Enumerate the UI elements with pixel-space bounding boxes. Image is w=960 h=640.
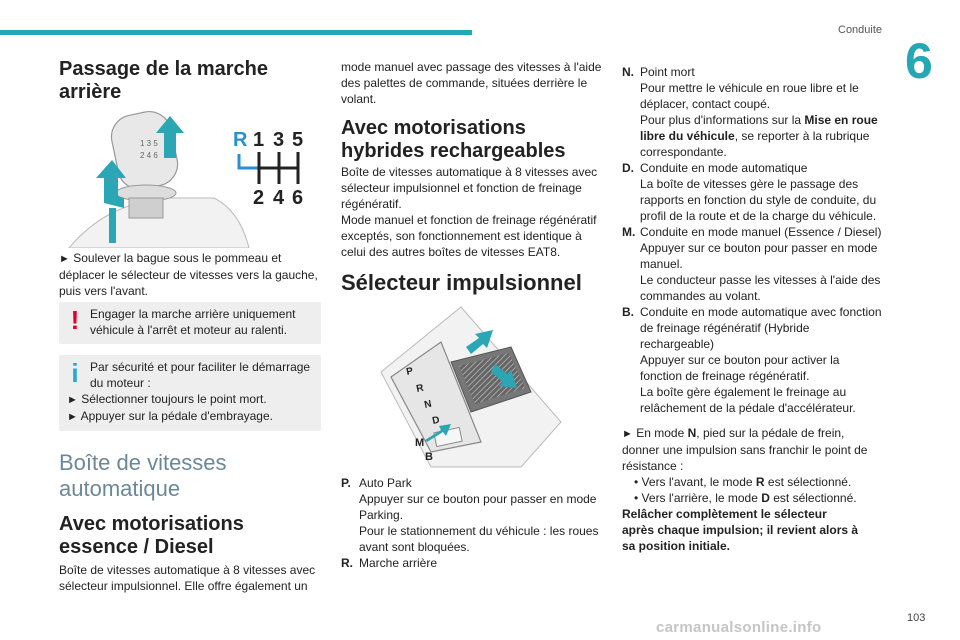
petrol-diesel-para: Boîte de vitesses automatique à 8 vitesses avec sélecteur impulsionnel. Elle offre également un xyxy=(59,563,316,593)
neutral-impulse-step: ► En mode N, pied sur la pédale de frein, donner une impulsion sans franchir le point de résistance : xyxy=(622,426,868,473)
def-D: D. Conduite en mode automatique La boîte de vitesses gère le passage des rapports en fonction du style de conduite, du profil de la route et de la charge du véhicule. xyxy=(622,161,877,223)
svg-text:M: M xyxy=(415,437,425,449)
def-M: M. Conduite en mode manuel (Essence / Diesel) Appuyer sur ce bouton pour passer en mode manuel. Le conducteur passe les vitesses à l'aide des commandes au volant. xyxy=(622,225,882,303)
info-step-1: ► Sélectionner toujours le point mort. xyxy=(67,392,267,406)
hybrid-para-1: Boîte de vitesses automatique à 8 vitesses avec sélecteur impulsionnel et fonction de freinage régénératif. xyxy=(341,165,598,211)
gear-1: 1 xyxy=(253,129,265,151)
arrow-right-icon: ► xyxy=(622,428,633,440)
chapter-number: 6 xyxy=(905,33,933,89)
gear-pattern-diagram xyxy=(231,126,311,206)
impulse-selector-illustration xyxy=(371,302,571,472)
exclamation-icon: ! xyxy=(70,305,80,335)
gear-R: R xyxy=(233,129,248,151)
manual-mode-para: mode manuel avec passage des vitesses à l'aide des palettes de commande, situées derrière le volant. xyxy=(341,60,602,106)
info-step-2: ► Appuyer sur la pédale d'embrayage. xyxy=(67,409,273,423)
arrow-right-icon: ► xyxy=(67,411,78,423)
arrow-right-icon: ► xyxy=(67,394,78,406)
gear-5: 5 xyxy=(292,129,304,151)
svg-text:R: R xyxy=(415,382,425,395)
def-P: P. Auto Park Appuyer sur ce bouton pour passer en mode Parking. Pour le stationnement du véhicule : les roues avant sont bloquées. xyxy=(341,476,599,554)
bullet-icon: • xyxy=(634,475,639,489)
selector-definitions-2 xyxy=(622,64,884,416)
watermark: carmanualsonline.info xyxy=(656,619,822,636)
warning-note: ! Engager la marche arrière uniquement véhicule à l'arrêt et moteur au ralenti. xyxy=(59,302,321,344)
header-accent-bar xyxy=(0,30,472,35)
info-icon: i xyxy=(71,358,79,388)
hybrid-subtitle: Avec motorisations hybrides rechargeables xyxy=(341,117,566,162)
hybrid-para-2: Mode manuel et fonction de freinage régénératif exceptés, son fonctionnement est identique à celui des autres boîtes de vitesses EAT8. xyxy=(341,213,597,259)
petrol-diesel-subtitle: Avec motorisations essence / Diesel xyxy=(59,513,244,558)
auto-gearbox-title: Boîte de vitesses automatique xyxy=(59,450,227,501)
gear-4: 4 xyxy=(273,187,285,206)
impulse-selector-title: Sélecteur impulsionnel xyxy=(341,270,582,295)
def-N: N. Point mort Pour mettre le véhicule en roue libre et le déplacer, contact coupé. Pour plus d'informations sur la Mise en roue libre du véhicule, se reporter à la rubrique correspondante. xyxy=(622,65,878,159)
info-note: i Par sécurité et pour faciliter le démarrage du moteur : ► Sélectionner toujours le point mort. ► Appuyer sur la pédale d'embrayage. xyxy=(59,355,321,431)
svg-text:B: B xyxy=(425,451,433,463)
svg-text:P: P xyxy=(405,365,415,378)
page-number: 103 xyxy=(907,612,926,624)
bullet-icon: • xyxy=(634,491,639,505)
gear-3: 3 xyxy=(273,129,285,151)
bullet-forward: • Vers l'avant, le mode R est sélectionné. xyxy=(634,475,852,489)
section-label: Conduite xyxy=(838,24,883,36)
svg-text:D: D xyxy=(431,414,441,427)
svg-text:N: N xyxy=(423,398,433,411)
svg-text:1 3 5: 1 3 5 xyxy=(140,139,158,148)
reverse-step: ► Soulever la bague sous le pommeau et déplacer le sélecteur de vitesses vers la gauche, puis vers l'avant. xyxy=(59,251,318,298)
def-B: B. Conduite en mode automatique avec fonction de freinage régénératif (Hybride rechargeable) Appuyer sur ce bouton pour activer la fonction de freinage régénératif. La boîte gère également le freinage au relâchement de la pédale d'accélérateur. xyxy=(622,305,882,415)
gear-6: 6 xyxy=(292,187,304,206)
def-R: R. Marche arrière xyxy=(341,556,438,570)
selector-definitions-1 xyxy=(341,475,603,571)
bullet-backward: • Vers l'arrière, le mode D est sélectionné. xyxy=(634,491,857,505)
gear-2: 2 xyxy=(253,187,265,206)
svg-text:2 4 6: 2 4 6 xyxy=(140,151,158,160)
release-instruction: Relâcher complètement le sélecteur après chaque impulsion; il revient alors à sa position initiale. xyxy=(622,507,859,553)
reverse-gear-title: Passage de la marche arrière xyxy=(59,58,269,103)
arrow-right-icon: ► xyxy=(59,253,70,265)
